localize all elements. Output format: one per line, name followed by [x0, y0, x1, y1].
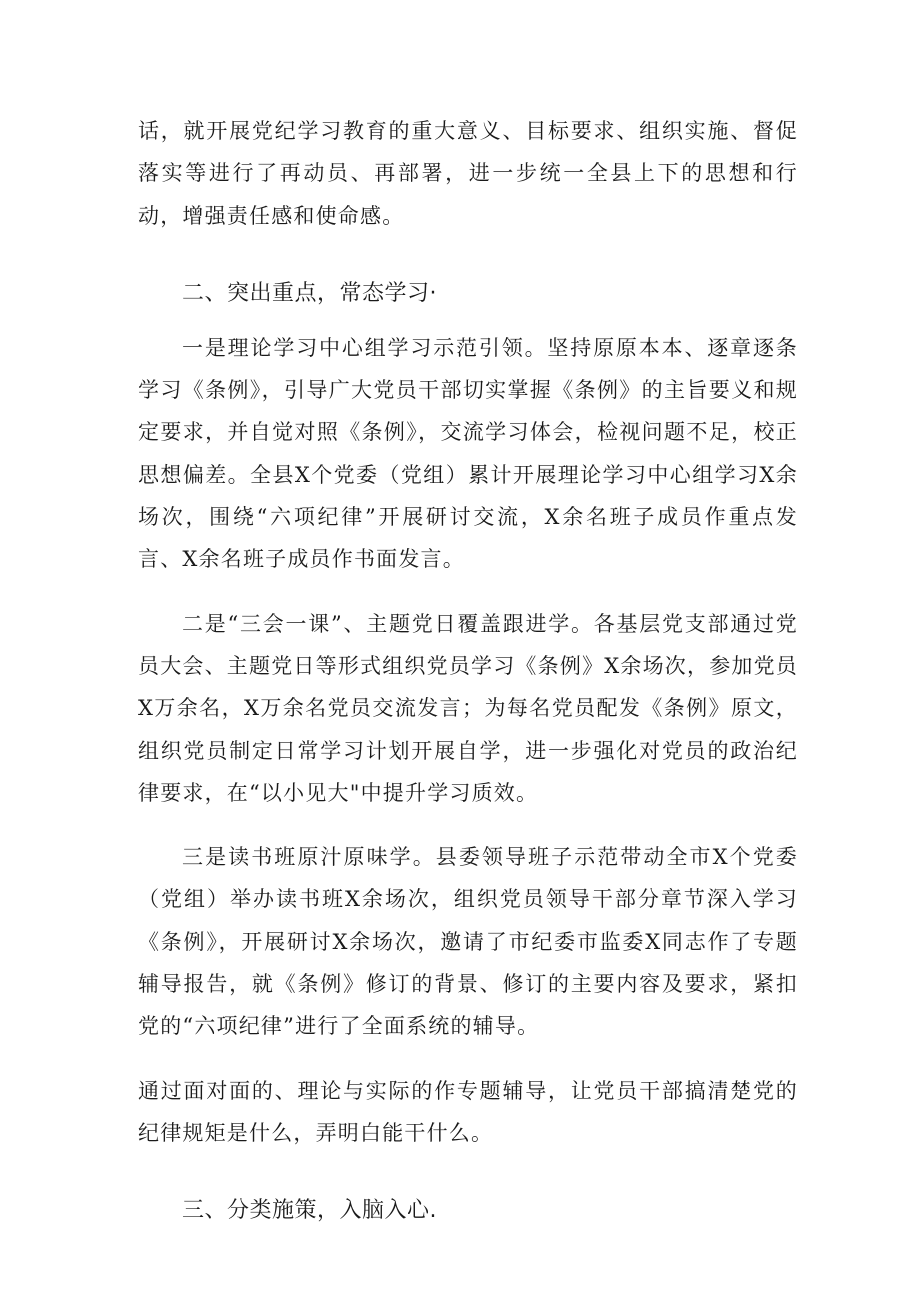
- document-page: [138, 110, 798, 1232]
- spacer: [138, 1048, 798, 1070]
- spacer: [138, 315, 798, 327]
- paragraph-item-2: 二是“三会一课”、主题党日覆盖跟进学。各基层党支部通过党员大会、主题党日等形式组织党员学习《条例》X余场次，参加党员X万余名，X万余名党员交流发言；为每名党员配发《条例》原文，组织党员制定日常学习计划开展自学，进一步强化对党员的政治纪律要求，在“以小见大"中提升学习质效。: [138, 611, 798, 805]
- spacer: [138, 237, 798, 273]
- paragraph-item-4: 通过面对面的、理论与实际的作专题辅导，让党员干部搞清楚党的纪律规矩是什么，弄明白能干什么。: [138, 1078, 798, 1145]
- spacer: [138, 581, 798, 603]
- section-heading-3: 三、分类施策，入脑入心.: [182, 1198, 437, 1224]
- paragraph-item-1: 一是理论学习中心组学习示范引领。坚持原原本本、逐章逐条学习《条例》，引导广大党员干部切实掌握《条例》的主旨要义和规定要求，并自觉对照《条例》，交流学习体会，检视问题不足，校正思想偏差。全县X个党委（党组）累计开展理论学习中心组学习X余场次，围绕“六项纪律”开展研讨交流，X余名班子成员作重点发言、X余名班子成员作书面发言。: [138, 335, 798, 572]
- spacer: [138, 814, 798, 836]
- spacer: [138, 1154, 798, 1190]
- paragraph-item-3: 三是读书班原汁原味学。县委领导班子示范带动全市X个党委（党组）举办读书班X余场次，组织党员领导干部分章节深入学习《条例》，开展研讨X余场次，邀请了市纪委市监委X同志作了专题辅导报告，就《条例》修订的背景、修订的主要内容及要求，紧扣党的“六项纪律”进行了全面系统的辅导。: [138, 845, 798, 1039]
- section-heading-2: 二、突出重点，常态学习·: [182, 280, 437, 306]
- paragraph-continuation: 话，就开展党纪学习教育的重大意义、目标要求、组织实施、督促落实等进行了再动员、再部署，进一步统一全县上下的思想和行动，增强责任感和使命感。: [138, 119, 798, 228]
